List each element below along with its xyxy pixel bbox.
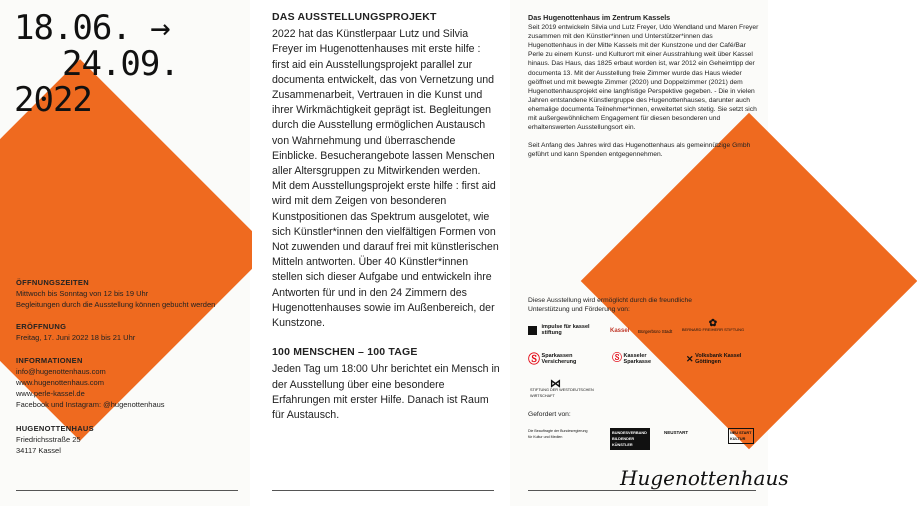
address-street: Friedrichsstraße 25	[16, 435, 81, 444]
opening-hours-line1: Mittwoch bis Sonntag von 12 bis 19 Uhr	[16, 289, 149, 298]
house-paragraph-2: Seit Anfang des Jahres wird das Hugenottenhaus als gemeinnützige Gmbh geführt und kann Spenden entgegennehmen.	[528, 142, 751, 159]
date-year: 2022	[14, 80, 92, 120]
kasseler-sparkasse-logo	[612, 353, 682, 365]
support-intro: Diese Ausstellung wird ermöglicht durch die freundliche Unterstützung und Förderung von:	[528, 297, 692, 314]
eroeffnung-title: ERÖFFNUNG	[16, 322, 67, 331]
bottom-rule-right	[528, 490, 756, 491]
hundred-people-heading: 100 MENSCHEN – 100 TAGE	[272, 346, 418, 359]
opening-hours-title: ÖFFNUNGSZEITEN	[16, 278, 89, 287]
volksbank-x-icon: ✕	[686, 354, 694, 364]
date-end: 24.09.	[62, 44, 179, 84]
sparkassen-versicherung-logo	[528, 353, 600, 365]
bernard-stiftung-logo	[680, 318, 746, 333]
gefordert-label: Gefordert von:	[528, 411, 571, 418]
date-start: 18.06. →	[14, 8, 170, 48]
hundred-people-paragraph: Jeden Tag um 18:00 Uhr berichtet ein Mensch in der Ausstellung über eine besondere Erfahrungen mit erster Hilfe. Danach ist Raum für Austausch.	[272, 363, 500, 422]
stiftung-westdeutschen-wirtschaft-text: STIFTUNG DER WESTDEUTSCHEN WIRTSCHAFT	[530, 388, 594, 398]
orange-diamond-right	[581, 113, 917, 450]
stiftung-westdeutschen-wirtschaft-logo	[530, 378, 600, 399]
bottom-rule-middle	[272, 490, 494, 491]
kasseler-sparkasse-icon: Ⓢ	[612, 353, 622, 364]
kasseler-sparkasse-text: Kasseler Sparkasse	[623, 353, 652, 365]
house-text-block	[528, 13, 760, 159]
left-panel	[0, 0, 250, 506]
bottom-rule-left	[16, 490, 238, 491]
info-website-perle[interactable]: www.perle-kassel.de	[16, 389, 85, 398]
address-city: 34117 Kassel	[16, 446, 61, 455]
impulse-logo	[528, 324, 598, 336]
volksbank-logo	[686, 353, 750, 365]
neustart-kultur-logo: NEU START KULTUR	[728, 428, 754, 444]
house-paragraph-1: Seit 2019 entwickeln Silvia und Lutz Freyer, Udo Wendland und Maren Freyer zusammen mit den Künstler*innen und Unterstützer*innen das Hugenottenhaus in der Mitte Kassels mit der Kunstzone und der Café/Bar Perle zu einem Kunst- und Kulturort mit einer Ausstrahlung weit über Kassel hinaus. Das Haus, das 1825 erbaut worden ist, war 2012 ein Geheimtipp der documenta 13. Mit der Ausstellung freie Zimmer wurde das Haus wieder geöffnet und mit bewegte Zimmer (2020) und Doppelzimmer (2021) dem Hugenottenhausprojekt eine langfristige Perspektive gegeben. - Die in vielen Jahren entstandene Künstlergruppe des Hugenottenhauses, darunter auch ehemalige documenta Teilnehmer*innen, erweitertet sich stetig. Sie setzt sich mit außergewöhnlichem Engagement für diesen besonderen und erhaltenswerten Ausstellungsort ein.	[528, 24, 759, 132]
info-social: Facebook und Instagram: @hugenottenhaus	[16, 400, 165, 409]
project-heading: DAS AUSSTELLUNGSPROJEKT	[272, 11, 437, 23]
impulse-logo-text: impulse für kassel stiftung	[541, 324, 590, 336]
house-title: Das Hugenottenhaus im Zentrum Kassels	[528, 13, 671, 22]
bernard-stiftung-text: BERNARD FREIHERR STIFTUNG	[681, 327, 745, 332]
hugenottenhaus-signature: Hugenottenhaus	[620, 466, 789, 490]
eroeffnung-line: Freitag, 17. Juni 2022 18 bis 21 Uhr	[16, 333, 136, 342]
project-paragraph-2: Mit dem Ausstellungsprojekt erste hilfe : first aid wird mit dem Zeigen von besonderen Kunstpositionen das Spektrum ausgelotet, wie sich Künstler*innen den vielfältigen Formen von Not zuwenden und darauf frei mit künstlerischen Mitteln antworten. Über 40 Künstler*innen stellen sich dieser Aufgabe und entwickeln ihre Antworten für und in den 24 Zimmern des Hugenottenhauses sowie im Außenbereich, der Kunstzone.	[272, 180, 499, 330]
info-title: INFORMATIONEN	[16, 356, 83, 365]
project-text-block	[272, 10, 500, 423]
stiftung-icon: ✿	[708, 318, 718, 329]
impulse-logo-mark	[528, 326, 537, 335]
volksbank-text: Volksbank Kassel Göttingen	[695, 353, 742, 365]
bkm-logo: Die Beauftragte der Bundesregierung für Kultur und Medien	[528, 429, 588, 439]
sparkasse-s-icon: Ⓢ	[528, 352, 541, 366]
middle-panel	[252, 0, 508, 506]
kassel-logo: Kassel	[610, 328, 630, 334]
ww-icon: ⋈	[550, 378, 561, 390]
bbk-logo: BUNDESVERBAND BILDENDER KÜNSTLER	[610, 428, 650, 450]
right-panel	[510, 0, 789, 506]
project-paragraph-1: 2022 hat das Künstlerpaar Lutz und Silvia Freyer im Hugenottenhauses mit erste hilfe : first aid ein Ausstellungsprojekt parallel zur documenta entwickelt, das von Vernetzung und Zusammenarbeit, Vertrauen in die Kunst und ihrer Wirkmächtigkeit geprägt ist. Begleitungen durch die Ausstellung ermöglichen Austausch von Wahrnehmung und überraschende Einblicke. Besucherangebote lassen Menschen aller Altersgruppen zu Mitwirkenden werden.	[272, 28, 495, 178]
opening-hours-line2: Begleitungen durch die Ausstellung können gebucht werden	[16, 300, 216, 309]
buergerbuero-logo: Bürgerbüro Stadt	[638, 329, 673, 334]
sparkassen-versicherung-text: Sparkassen Versicherung	[541, 353, 577, 365]
info-website[interactable]: www.hugenottenhaus.com	[16, 378, 104, 387]
address-title: HUGENOTTENHAUS	[16, 424, 94, 433]
neustart-logo: NEUSTART	[664, 430, 689, 435]
info-email[interactable]: info@hugenottenhaus.com	[16, 367, 106, 376]
